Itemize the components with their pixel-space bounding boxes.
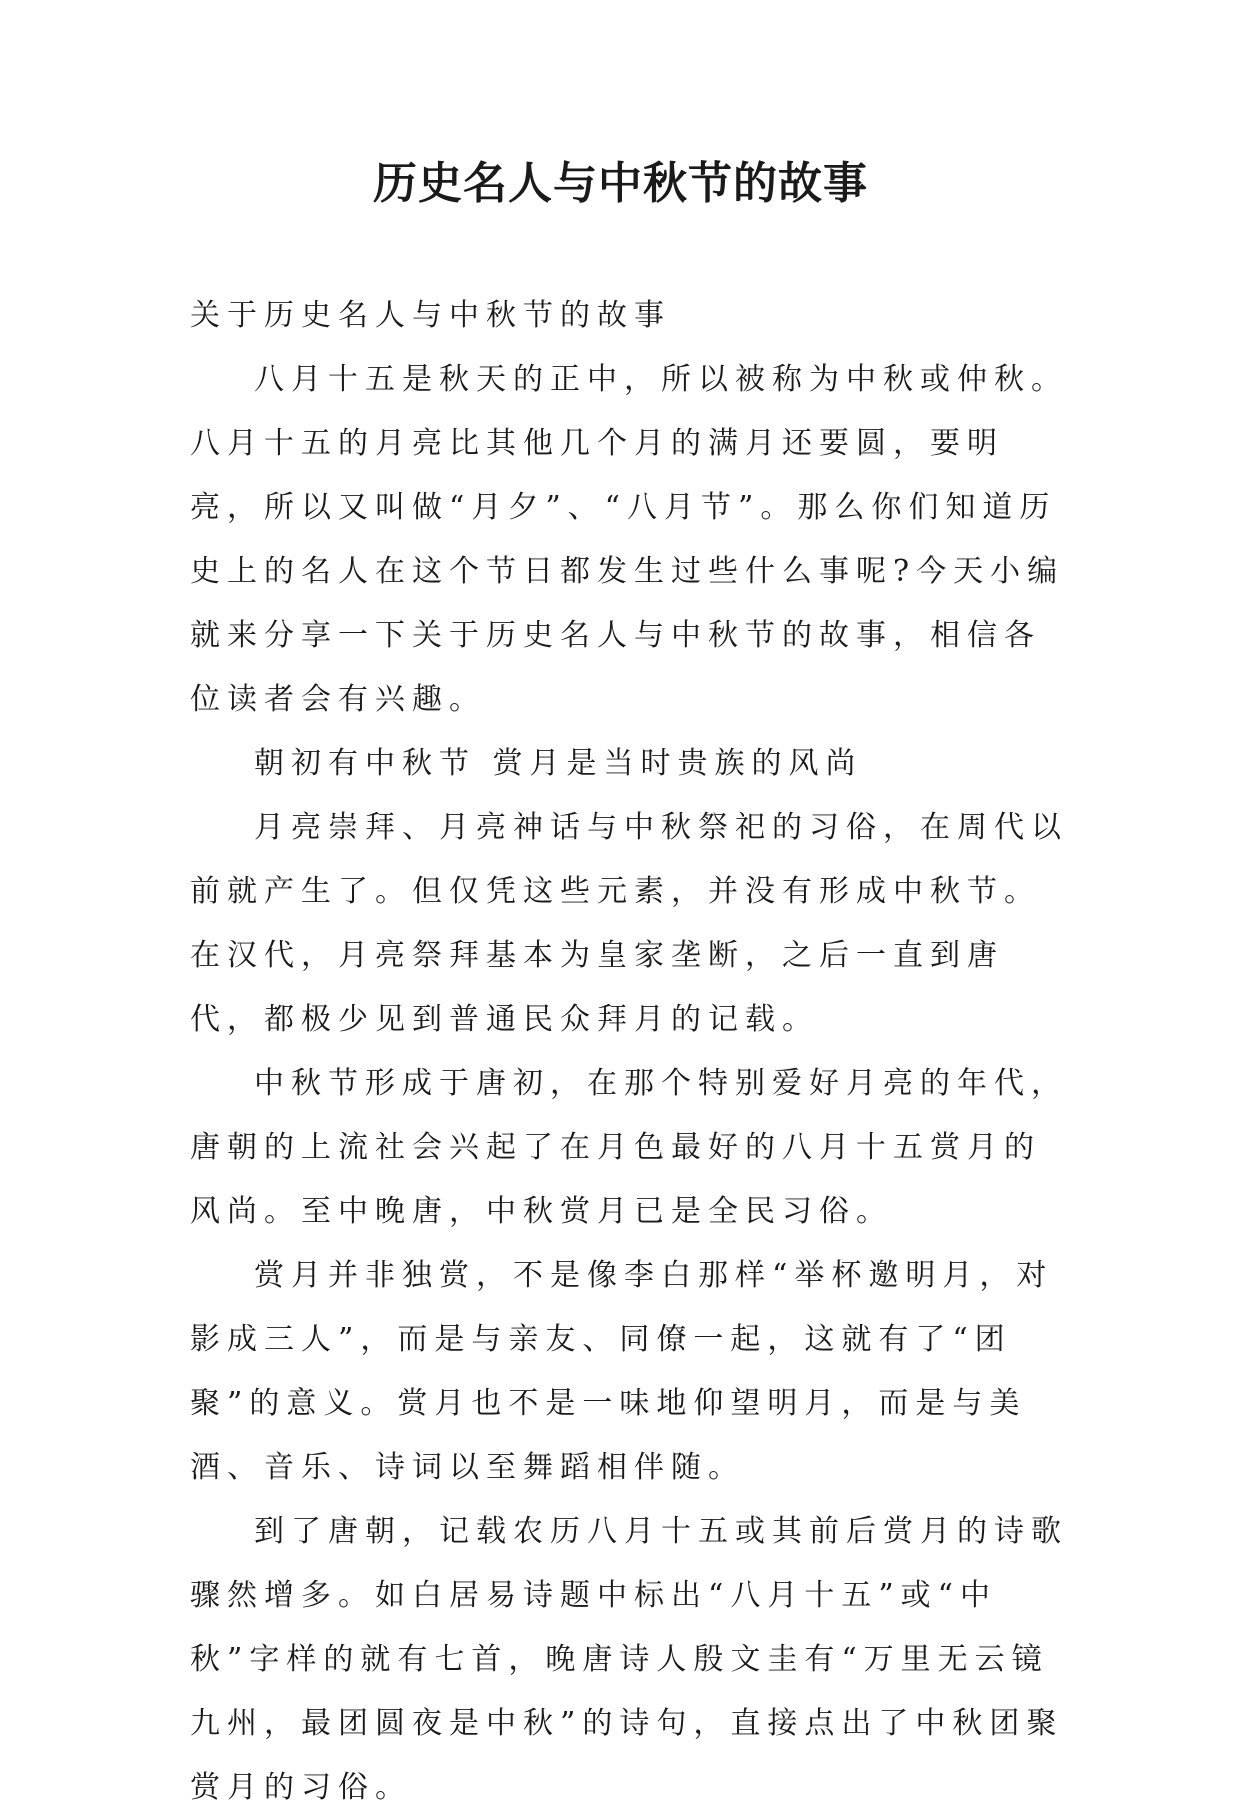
paragraph-5: 到了唐朝，记载农历八月十五或其前后赏月的诗歌骤然增多。如白居易诗题中标出“八月十五”或“中秋”字样的就有七首，晚唐诗人殷文圭有“万里无云镜九州，最团圆夜是中秋”的诗句，直接点出了中秋团聚赏月的习俗。 <box>190 1514 1068 1805</box>
paragraph-3: 中秋节形成于唐初，在那个特别爱好月亮的年代，唐朝的上流社会兴起了在月色最好的八月十五赏月的风尚。至中晚唐，中秋赏月已是全民习俗。 <box>190 1066 1068 1229</box>
document-body <box>190 284 1070 1820</box>
intro-line: 关于历史名人与中秋节的故事 <box>190 298 671 333</box>
paragraph-2: 月亮崇拜、月亮神话与中秋祭祀的习俗，在周代以前就产生了。但仅凭这些元素，并没有形成中秋节。在汉代，月亮祭拜基本为皇家垄断，之后一直到唐代，都极少见到普通民众拜月的记载。 <box>190 810 1068 1037</box>
section-heading: 朝初有中秋节 赏月是当时贵族的风尚 <box>254 746 863 781</box>
document-title: 历史名人与中秋节的故事 <box>373 158 868 209</box>
paragraph-4: 赏月并非独赏，不是像李白那样“举杯邀明月，对影成三人”，而是与亲友、同僚一起，这就有了“团聚”的意义。赏月也不是一味地仰望明月，而是与美酒、音乐、诗词以至舞蹈相伴随。 <box>190 1258 1054 1485</box>
paragraph-1: 八月十五是秋天的正中，所以被称为中秋或仲秋。八月十五的月亮比其他几个月的满月还要圆，要明亮，所以又叫做“月夕”、“八月节”。那么你们知道历史上的名人在这个节日都发生过些什么事呢?今天小编就来分享一下关于历史名人与中秋节的故事，相信各位读者会有兴趣。 <box>190 362 1068 717</box>
